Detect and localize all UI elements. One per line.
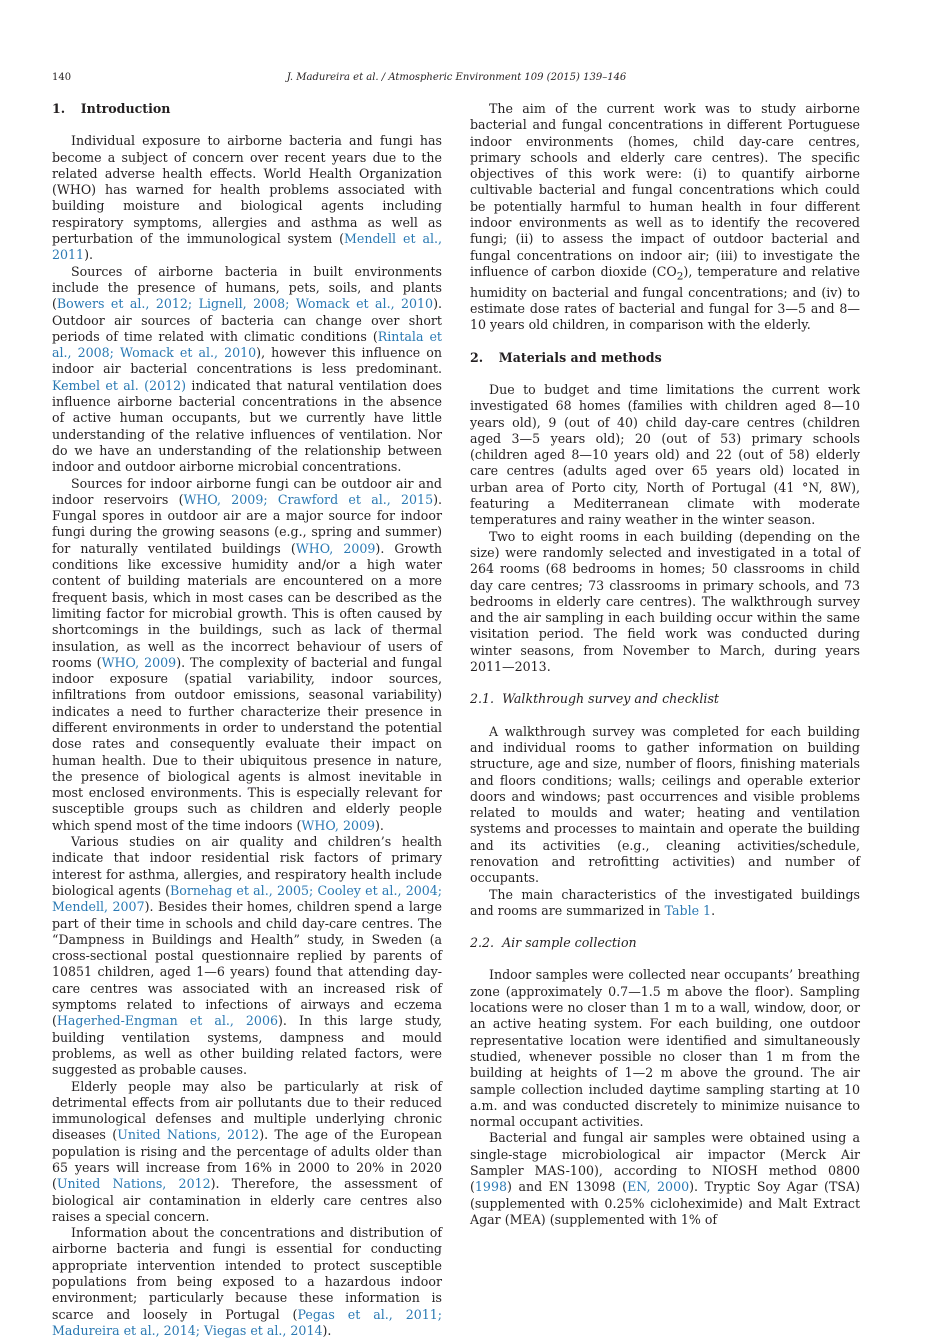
running-header <box>52 72 861 88</box>
citation-link[interactable]: Mendell et al., 2011 <box>52 231 442 263</box>
section-heading-introduction: 1. Introduction <box>52 101 171 116</box>
paragraph: Indoor samples were collected near occupants’ breathing zone (approximately 0.7—1.5 m above the floor). Sampling locations were no closer than 1 m to a wall, window, door, or an active heating system. For each building, one outdoor representative location were identified and simultaneously studied, whenever possible no closer than 1 m from the building at heights of 1—2 m above the ground. The air sample collection included daytime sampling starting at 10 a.m. and was conducted discretely to minimize nuisance to normal occupant activities. <box>470 967 860 1130</box>
subsection-heading-walkthrough: 2.1. Walkthrough survey and checklist <box>470 691 719 707</box>
right-column <box>470 101 860 1228</box>
paragraph: Sources for indoor airborne fungi can be outdoor air and indoor reservoirs (WHO, 2009; Crawford et al., 2015). Fungal spores in outdoor air are a major source for indoor fungi during the growing seasons (e.g., spring and summer) for naturally ventilated buildings (WHO, 2009). Growth conditions like excessive humidity and/or a high water content of building materials are encountered on a more frequent basis, which in most cases can be described as the limiting factor for microbial growth. This is often caused by shortcomings in the buildings, such as lack of thermal insulation, as well as the incorrect behaviour of users of rooms (WHO, 2009). The complexity of bacterial and fungal indoor exposure (spatial variability, indoor sources, infiltrations from outdoor emissions, seasonal variability) indicates a need to further characterize their presence in different environments in order to understand the potential dose rates and consequently evaluate their impact on human health. Due to their ubiquitous presence in nature, the presence of biological agents is almost inevitable in most enclosed environments. This is especially relevant for susceptible groups such as children and elderly people which spend most of the time indoors (WHO, 2009). <box>52 475 443 833</box>
citation-link[interactable]: EN, 2000 <box>627 1179 690 1195</box>
left-column <box>52 101 442 1339</box>
paragraph: The main characteristics of the investigated buildings and rooms are summarized in Table 1. <box>470 886 860 918</box>
paragraph: Due to budget and time limitations the current work investigated 68 homes (families with children aged 8—10 years old), 9 (out of 40) child day-care centres (children aged 3—5 years old); 20 (out of 53) primary schools (children aged 8—10 years old) and 22 (out of 58) elderly care centres (adults aged over 65 years old) located in urban area of Porto city, North of Portugal (41 °N, 8W), featuring a Mediterranean climate with moderate temperatures and rainy weather in the winter season. <box>470 381 860 528</box>
journal-citation: J. Madureira et al. / Atmospheric Environment 109 (2015) 139–146 <box>286 72 627 83</box>
paragraph: Elderly people may also be particularly at risk of detrimental effects from air pollutants due to their reduced immunological defenses and multiple underlying chronic diseases (United Nations, 2012). The age of the European population is rising and the percentage of adults older than 65 years will increase from 16% in 2000 to 20% in 2020 (United Nations, 2012). Therefore, the assessment of biological air contamination in elderly care centres also raises a special concern. <box>52 1078 443 1224</box>
citation-link[interactable]: United Nations, 2012 <box>56 1176 211 1192</box>
page-number: 140 <box>52 72 72 83</box>
table-link[interactable]: Table 1 <box>664 902 712 918</box>
citation-link[interactable]: Bowers et al., 2012; Lignell, 2008; Womack et al., 2010 <box>56 296 434 312</box>
paragraph: A walkthrough survey was completed for each building and individual rooms to gather information on building structure, age and size, number of floors, finishing materials and floors conditions; walls; ceilings and operable exterior doors and windows; past occurrences and visible problems related to moulds and water; heating and ventilation systems and processes to maintain and operate the building and its activities (e.g., cleaning activities/schedule, renovation and retrofitting activities) and number of occupants. <box>470 723 860 886</box>
citation-link[interactable]: WHO, 2009 <box>101 654 177 670</box>
citation-link[interactable]: United Nations, 2012 <box>117 1127 260 1143</box>
paragraph: Two to eight rooms in each building (depending on the size) were randomly selected and investigated in a total of 264 rooms (68 bedrooms in homes; 50 classrooms in child day care centres; 73 classrooms in primary schools, and 73 bedrooms in elderly care centres). The walkthrough survey and the air sampling in each building occur within the same visitation period. The field work was conducted during winter seasons, from November to March, during years 2011—2013. <box>470 528 860 675</box>
paragraph: Sources of airborne bacteria in built environments include the presence of humans, pets, soils, and plants (Bowers et al., 2012; Lignell, 2008; Womack et al., 2010). Outdoor air sources of bacteria can change over short periods of time related with climatic conditions (Rintala et al., 2008; Womack et al., 2010), however this influence on indoor air bacterial concentrations is less predominant. Kembel et al. (2012) indicated that natural ventilation does influence airborne bacterial concentrations in the absence of active human occupants, but we currently have little understanding of the relative influences of ventilation. Nor do we have an understanding of the relationship between indoor and outdoor airborne microbial concentrations. <box>52 263 442 475</box>
paragraph: Bacterial and fungal air samples were obtained using a single-stage microbiological air impactor (Merck Air Sampler MAS-100), according to NIOSH method 0800 (1998) and EN 13098 (EN, 2000). Tryptic Soy Agar (TSA) (supplemented with 0.25% cicloheximide) and Malt Extract Agar (MEA) (supplemented with 1% of <box>470 1130 860 1227</box>
citation-link[interactable]: Hagerhed-Engman et al., 2006 <box>56 1013 278 1029</box>
paragraph: Various studies on air quality and children’s health indicate that indoor residential risk factors of primary interest for asthma, allergies, and respiratory health include biological agents (Bornehag et al., 2005; Cooley et al., 2004; Mendell, 2007). Besides their homes, children spend a large part of their time in schools and child day-care centres. The “Dampness in Buildings and Health” study, in Sweden (a cross-sectional postal questionnaire replied by parents of 10851 children, aged 1—6 years) found that attending day-care centres was associated with an increased risk of symptoms related to infections of airways and eczema (Hagerhed-Engman et al., 2006). In this large study, building ventilation systems, dampness and mould problems, as well as other building related factors, were suggested as probable causes. <box>52 834 443 1078</box>
citation-link[interactable]: WHO, 2009 <box>295 540 376 556</box>
section-heading-materials-methods: 2. Materials and methods <box>470 349 662 365</box>
citation-link[interactable]: Kembel et al. (2012) <box>52 377 187 393</box>
paragraph: Information about the concentrations and distribution of airborne bacteria and fungi is essential for conducting appropriate intervention intended to protect susceptible populations from being exposed to a hazardous indoor environment; particularly because these information is scarce and loosely in Portugal (Pegas et al., 2011; Madureira et al., 2014; Viegas et al., 2014). <box>52 1225 442 1338</box>
citation-link[interactable]: WHO, 2009 <box>301 817 375 833</box>
citation-link[interactable]: Bornehag et al., 2005; Cooley et al., 2004; Mendell, 2007 <box>52 882 443 915</box>
citation-link[interactable]: WHO, 2009; Crawford et al., 2015 <box>183 491 434 507</box>
citation-link[interactable]: Rintala et al., 2008; Womack et al., 2010 <box>52 328 442 361</box>
citation-link[interactable]: 1998 <box>474 1179 507 1195</box>
paragraph: The aim of the current work was to study airborne bacterial and fungal concentrations in different Portuguese indoor environments (homes, child day-care centres, primary schools and elderly care centres). The specific objectives of this work were: (i) to quantify airborne cultivable bacterial and fungal concentrations which could be potentially harmful to human health in four different indoor environments as well as to identify the recovered fungi; (ii) to assess the impact of outdoor bacterial and fungal concentrations on indoor air; (iii) to investigate the influence of carbon dioxide $(CO_2)$, temperature and relative humidity on bacterial and fungal concentrations; and (iv) to estimate dose rates of bacterial and fungal for 3—5 and 8—10 years old children, in comparison with the elderly. <box>470 101 860 333</box>
subsection-heading-air-sample: 2.2. Air sample collection <box>470 935 637 951</box>
citation-link[interactable]: Pegas et al., 2011; Madureira et al., 2014; Viegas et al., 2014 <box>52 1306 442 1338</box>
paragraph: Individual exposure to airborne bacteria and fungi has become a subject of concern over recent years due to the related adverse health effects. World Health Organization (WHO) has warned for health problems associated with building moisture and biological agents including respiratory symptoms, allergies and asthma as well as perturbation of the immunological system (Mendell et al., 2011). <box>52 133 442 263</box>
